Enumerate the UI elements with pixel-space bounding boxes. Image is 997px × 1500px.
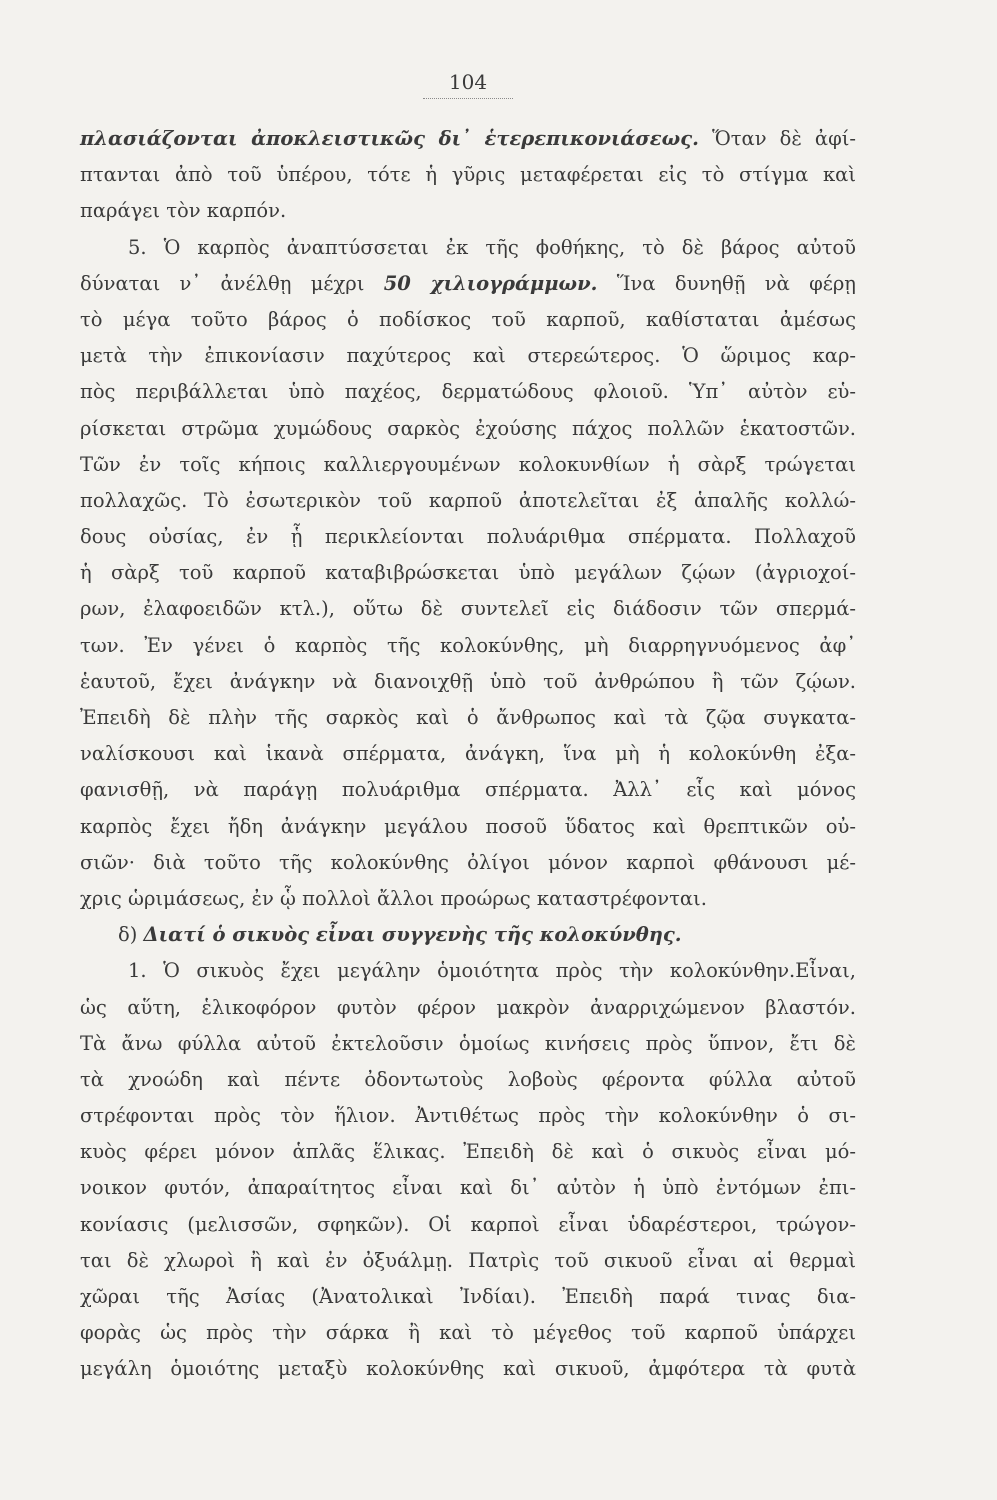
text-line: χρις ὡριμάσεως, ἐν ᾧ πολλοὶ ἄλλοι προώρως καταστρέφονται.	[80, 886, 707, 910]
text-line: φανισθῇ, νὰ παράγῃ πολυάριθμα σπέρματα. Ἀλλ᾽ εἷς καὶ μόνος	[80, 778, 856, 802]
text-line: δους οὐσίας, ἐν ᾗ περικλείονται πολυάριθμα σπέρματα. Πολλαχοῦ	[80, 525, 856, 549]
text-line: μεγάλη ὁμοιότης μεταξὺ κολοκύνθης καὶ σικυοῦ, ἀμφότερα τὰ φυτὰ	[80, 1357, 856, 1381]
text-line: ὡς αὕτη, ἑλικοφόρον φυτὸν φέρον μακρὸν ἀναρριχώμενον βλαστόν.	[80, 995, 856, 1019]
text-line: χῶραι τῆς Ἀσίας (Ἀνατολικαὶ Ἰνδίαι). Ἐπειδὴ παρά τινας δια-	[80, 1285, 856, 1308]
text-line: Τῶν ἐν τοῖς κήποις καλλιεργουμένων κολοκυνθίων ἡ σὰρξ τρώγεται	[80, 452, 856, 476]
text-line: ται δὲ χλωροὶ ἢ καὶ ἐν ὀξυάλμῃ. Πατρὶς τοῦ σικυοῦ εἶναι αἱ θερμαὶ	[80, 1248, 856, 1272]
text-line: καρπὸς ἔχει ἤδη ἀνάγκην μεγάλου ποσοῦ ὕδατος καὶ θρεπτικῶν οὐ-	[80, 814, 856, 838]
text-line: πολλαχῶς. Τὸ ἐσωτερικὸν τοῦ καρποῦ ἀποτελεῖται ἐξ ἁπαλῆς κολλώ-	[80, 488, 856, 512]
text-line: 1. Ὁ σικυὸς ἔχει μεγάλην ὁμοιότητα πρὸς τὴν κολοκύνθην.Εἶναι,	[128, 959, 856, 983]
text-line: ἑαυτοῦ, ἔχει ἀνάγκην νὰ διανοιχθῇ ὑπὸ τοῦ ἀνθρώπου ἢ τῶν ζῴων.	[80, 669, 856, 693]
text-line: μετὰ τὴν ἐπικονίασιν παχύτερος καὶ στερεώτερος. Ὁ ὥριμος καρ-	[80, 344, 856, 368]
section-heading: δ) Διατί ὁ σικυὸς εἶναι συγγενὴς τῆς κολοκύνθης.	[118, 923, 682, 947]
text-line: ναλίσκουσι καὶ ἱκανὰ σπέρματα, ἀνάγκη, ἵνα μὴ ἡ κολοκύνθη ἐξα-	[80, 742, 856, 766]
text-line: Ἐπειδὴ δὲ πλὴν τῆς σαρκὸς καὶ ὁ ἄνθρωπος καὶ τὰ ζῷα συγκατα-	[80, 706, 856, 729]
text-line: ρίσκεται στρῶμα χυμώδους σαρκὸς ἐχούσης πάχος πολλῶν ἑκατοστῶν.	[80, 416, 856, 440]
text-line: πὸς περιβάλλεται ὑπὸ παχέος, δερματώδους φλοιοῦ. Ὑπ᾽ αὐτὸν εὑ-	[80, 380, 856, 404]
page-number: 104	[423, 70, 513, 99]
text-line: τὸ μέγα τοῦτο βάρος ὁ ποδίσκος τοῦ καρποῦ, καθίσταται ἀμέσως	[80, 307, 856, 331]
text-line: 5. Ὁ καρπὸς ἀναπτύσσεται ἐκ τῆς ϕοθήκης, τὸ δὲ βάρος αὐτοῦ	[128, 235, 856, 259]
body-text	[80, 121, 856, 1388]
text-line: ἡ σὰρξ τοῦ καρποῦ καταβιβρώσκεται ὑπὸ μεγάλων ζῴων (ἀγριοχοί-	[80, 561, 856, 585]
text-line: φορὰς ὡς πρὸς τὴν σάρκα ἢ καὶ τὸ μέγεθος τοῦ καρποῦ ὑπάρχει	[80, 1321, 856, 1345]
text-line: σιῶν· διὰ τοῦτο τῆς κολοκύνθης ὀλίγοι μόνον καρποὶ φθάνουσι μέ-	[80, 850, 856, 874]
text-line: κυὸς φέρει μόνον ἁπλᾶς ἕλικας. Ἐπειδὴ δὲ καὶ ὁ σικυὸς εἶναι μό-	[80, 1140, 856, 1164]
text-line: κονίασις (μελισσῶν, σφηκῶν). Οἱ καρποὶ εἶναι ὑδαρέστεροι, τρώγον-	[80, 1212, 856, 1236]
text-line: ρων, ἐλαφοειδῶν κτλ.), οὕτω δὲ συντελεῖ εἰς διάδοσιν τῶν σπερμά-	[80, 597, 856, 621]
text-line: τὰ χνοώδη καὶ πέντε ὀδοντωτοὺς λοβοὺς φέροντα φύλλα αὐτοῦ	[80, 1067, 856, 1091]
text-line: πλασιάζονται ἀποκλειστικῶς δι᾽ ἑτερεπικονιάσεως. Ὅταν δὲ ἀφί-	[80, 127, 856, 150]
text-line: παράγει τὸν καρπόν.	[80, 199, 287, 223]
text-line: Τὰ ἄνω φύλλα αὐτοῦ ἐκτελοῦσιν ὁμοίως κινήσεις πρὸς ὕπνον, ἔτι δὲ	[80, 1031, 856, 1055]
text-line: δύναται ν᾽ ἀνέλθῃ μέχρι 50 χιλιογράμμων. Ἵνα δυνηθῇ νὰ φέρῃ	[80, 271, 856, 295]
text-line: νοικον φυτόν, ἀπαραίτητος εἶναι καὶ δι᾽ αὐτὸν ἡ ὑπὸ ἐντόμων ἐπι-	[80, 1176, 856, 1200]
text-line: των. Ἐν γένει ὁ καρπὸς τῆς κολοκύνθης, μὴ διαρρηγνυόμενος ἀφ᾽	[80, 633, 856, 657]
text-line: στρέφονται πρὸς τὸν ἥλιον. Ἀντιθέτως πρὸς τὴν κολοκύνθην ὁ σι-	[80, 1104, 856, 1128]
text-line: πτανται ἀπὸ τοῦ ὑπέρου, τότε ἡ γῦρις μεταφέρεται εἰς τὸ στίγμα καὶ	[80, 163, 856, 187]
